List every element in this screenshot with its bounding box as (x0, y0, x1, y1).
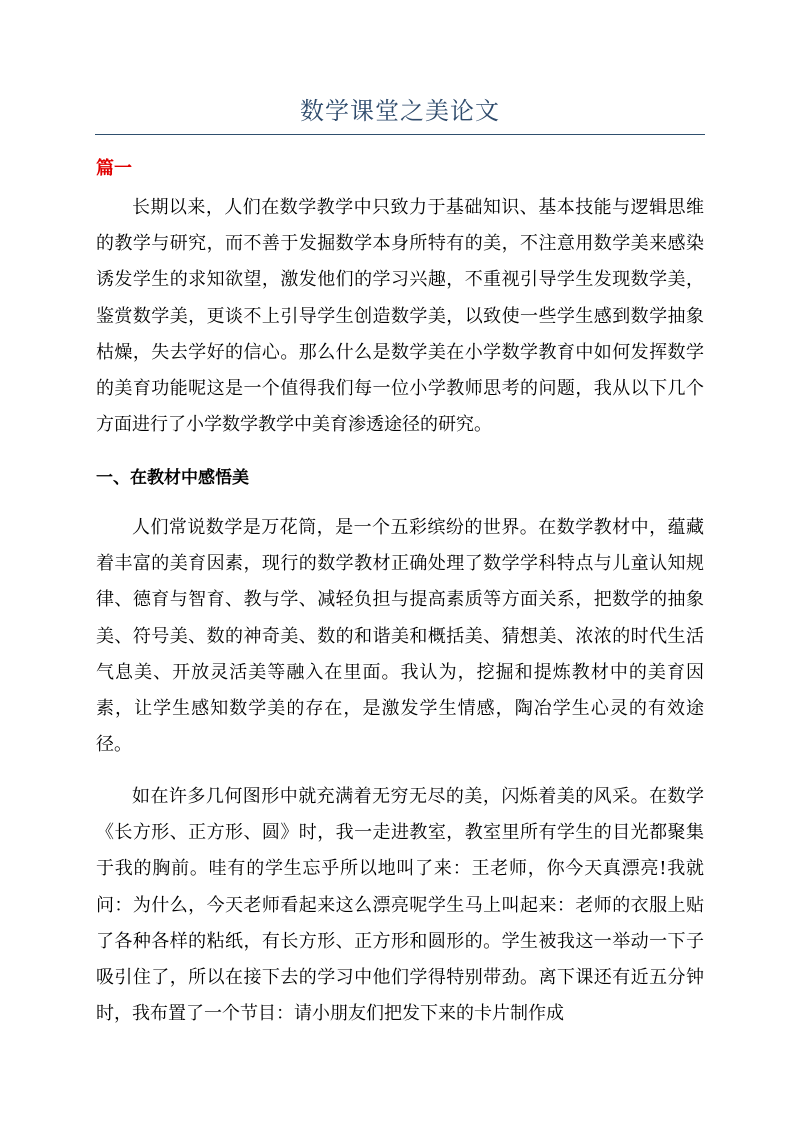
section-heading: 一、在教材中感悟美 (96, 468, 249, 488)
section-label: 篇一 (96, 158, 132, 179)
title-underline (95, 134, 705, 135)
document-title: 数学课堂之美论文 (300, 97, 500, 125)
intro-paragraph: 长期以来，人们在数学教学中只致力于基础知识、基本技能与逻辑思维的教学与研究，而不善于发掘数学本身所特有的美，不注意用数学美来感染诱发学生的求知欲望，激发他们的学习兴趣，不重视引导学生发现数学美，鉴赏数学美，更谈不上引导学生创造数学美，以致使一些学生感到数学抽象枯燥，失去学好的信心。那么什么是数学美在小学数学教育中如何发挥数学的美育功能呢这是一个值得我们每一位小学教师思考的问题，我从以下几个方面进行了小学数学教学中美育渗透途径的研究。 (96, 197, 704, 436)
body-paragraph-2: 如在许多几何图形中就充满着无穷无尽的美，闪烁着美的风采。在数学《长方形、正方形、圆》时，我一走进教室，教室里所有学生的目光都聚集于我的胸前。哇有的学生忘乎所以地叫了来：王老师，你今天真漂亮!我就问：为什么，今天老师看起来这么漂亮呢学生马上叫起来：老师的衣服上贴了各种各样的粘纸，有长方形、正方形和圆形的。学生被我这一举动一下子吸引住了，所以在接下去的学习中他们学得特别带劲。离下课还有近五分钟时，我布置了一个节目：请小朋友们把发下来的卡片制作成 (96, 786, 704, 1025)
body-paragraph-1: 人们常说数学是万花筒，是一个五彩缤纷的世界。在数学教材中，蕴藏着丰富的美育因素，现行的数学教材正确处理了数学学科特点与儿童认知规律、德育与智育、教与学、减轻负担与提高素质等方面关系，把数学的抽象美、符号美、数的神奇美、数的和谐美和概括美、猜想美、浓浓的时代生活气息美、开放灵活美等融入在里面。我认为，挖掘和提炼教材中的美育因素，让学生感知数学美的存在，是激发学生情感，陶冶学生心灵的有效途径。 (96, 517, 704, 756)
